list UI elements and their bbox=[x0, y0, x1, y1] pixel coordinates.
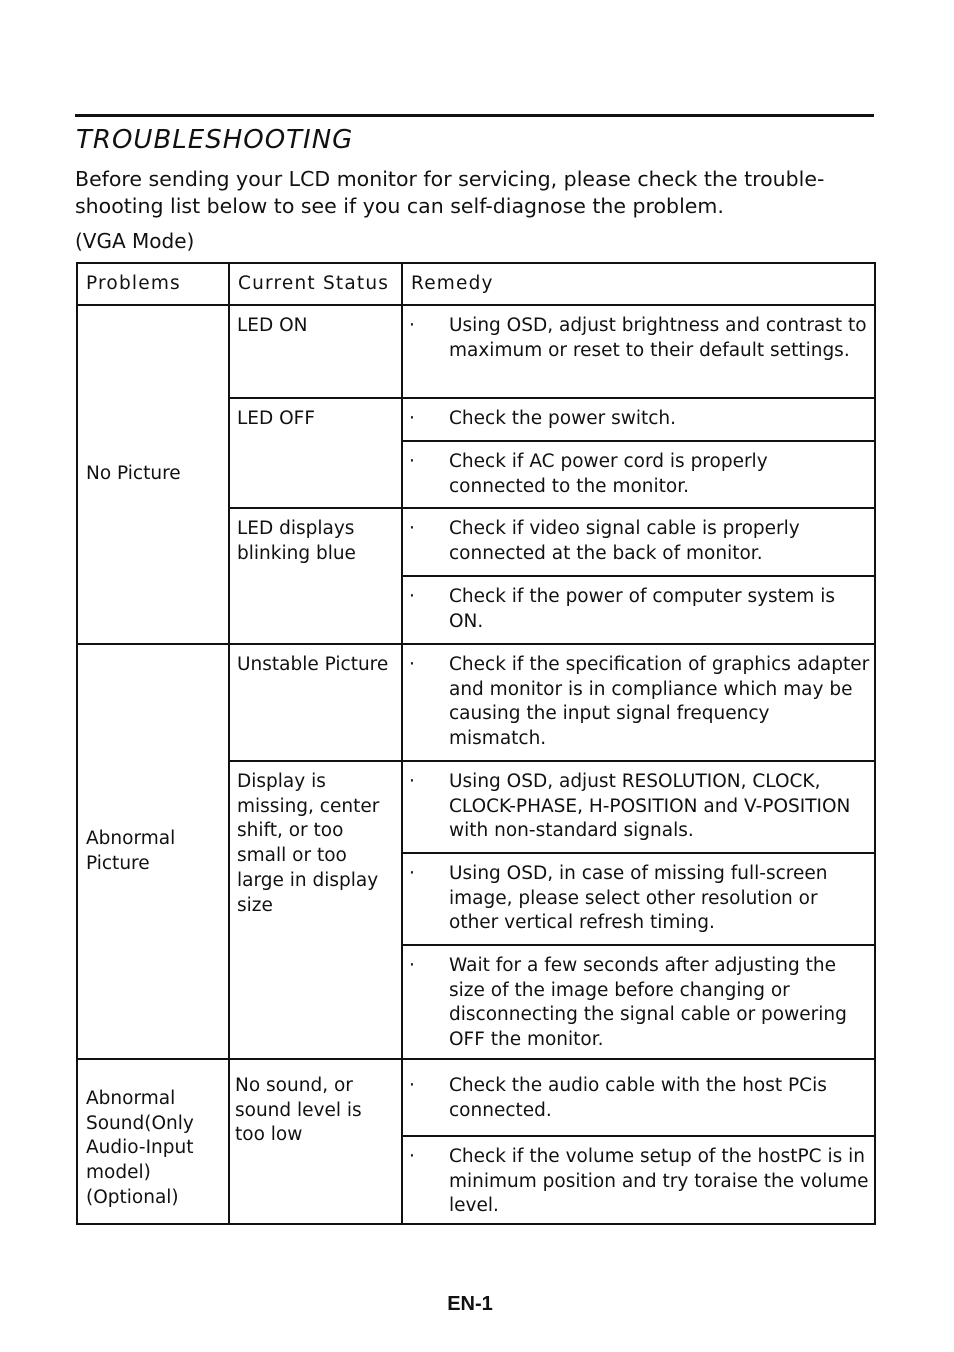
table-row bbox=[77, 644, 875, 761]
bullet: · bbox=[409, 1075, 415, 1096]
bullet: · bbox=[409, 586, 415, 607]
remedy-cell bbox=[402, 761, 875, 853]
remedy-text: Using OSD, adjust brightness and contrast to maximum or reset to their default settings. bbox=[449, 315, 867, 361]
remedy-cell bbox=[402, 1059, 875, 1136]
bullet: · bbox=[409, 654, 415, 675]
bullet: · bbox=[409, 518, 415, 539]
remedy-cell bbox=[402, 1136, 875, 1224]
remedy-text: Using OSD, adjust RESOLUTION, CLOCK, CLOCK-PHASE, H-POSITION and V-POSITION with non-standard signals. bbox=[449, 771, 851, 842]
status-cell: Unstable Picture bbox=[229, 644, 402, 761]
remedy-cell bbox=[402, 508, 875, 576]
status-cell: LED displays blinking blue bbox=[229, 508, 402, 644]
table-row bbox=[77, 305, 875, 398]
remedy-cell bbox=[402, 945, 875, 1059]
remedy-text: Check the power switch. bbox=[449, 408, 677, 429]
remedy-text: Using OSD, in case of missing full-screen image, please select other resolution or other vertical refresh timing. bbox=[449, 863, 828, 934]
remedy-text: Check if AC power cord is properly connected to the monitor. bbox=[449, 451, 768, 497]
status-cell: No sound, or sound level is too low bbox=[229, 1059, 402, 1224]
page-title: TROUBLESHOOTING bbox=[76, 125, 354, 155]
remedy-cell bbox=[402, 576, 875, 644]
remedy-cell bbox=[402, 853, 875, 945]
bullet: · bbox=[409, 1146, 415, 1167]
header-remedy: Remedy bbox=[402, 263, 875, 305]
problem-cell: Abnormal Sound(Only Audio-Input model) (Optional) bbox=[77, 1059, 229, 1224]
bullet: · bbox=[409, 955, 415, 976]
remedy-text: Check if the power of computer system is ON. bbox=[449, 586, 835, 632]
bullet: · bbox=[409, 451, 415, 472]
status-cell: Display is missing, center shift, or too small or too large in display size bbox=[229, 761, 402, 1059]
problem-cell: No Picture bbox=[77, 305, 229, 644]
remedy-text: Check if video signal cable is properly connected at the back of monitor. bbox=[449, 518, 800, 564]
mode-label: (VGA Mode) bbox=[75, 229, 195, 253]
header-problems: Problems bbox=[77, 263, 229, 305]
intro-paragraph: Before sending your LCD monitor for servicing, please check the trouble-shooting list below to see if you can self-diagnose the problem. bbox=[75, 167, 825, 218]
status-cell: LED OFF bbox=[229, 398, 402, 508]
bullet: · bbox=[409, 863, 415, 884]
remedy-text: Check the audio cable with the host PCis connected. bbox=[449, 1075, 827, 1121]
remedy-text: Check if the specification of graphics adapter and monitor is in compliance which may be causing the input signal frequency mismatch. bbox=[449, 654, 870, 750]
remedy-text: Check if the volume setup of the hostPC is in minimum position and try toraise the volume level. bbox=[449, 1146, 869, 1217]
table-row bbox=[77, 1059, 875, 1136]
problem-cell: Abnormal Picture bbox=[77, 644, 229, 1059]
remedy-cell bbox=[402, 441, 875, 508]
bullet: · bbox=[409, 408, 415, 429]
status-cell: LED ON bbox=[229, 305, 402, 398]
header-current-status: Current Status bbox=[229, 263, 402, 305]
troubleshooting-table bbox=[76, 262, 876, 1225]
table-header-row bbox=[77, 263, 875, 305]
remedy-cell bbox=[402, 398, 875, 441]
header-rule bbox=[75, 114, 874, 117]
remedy-text: Wait for a few seconds after adjusting the size of the image before changing or disconnecting the signal cable or powering OFF the monitor. bbox=[449, 955, 847, 1051]
page-number: EN-1 bbox=[447, 1293, 493, 1315]
bullet: · bbox=[409, 315, 415, 336]
bullet: · bbox=[409, 771, 415, 792]
remedy-cell bbox=[402, 305, 875, 398]
remedy-cell bbox=[402, 644, 875, 761]
